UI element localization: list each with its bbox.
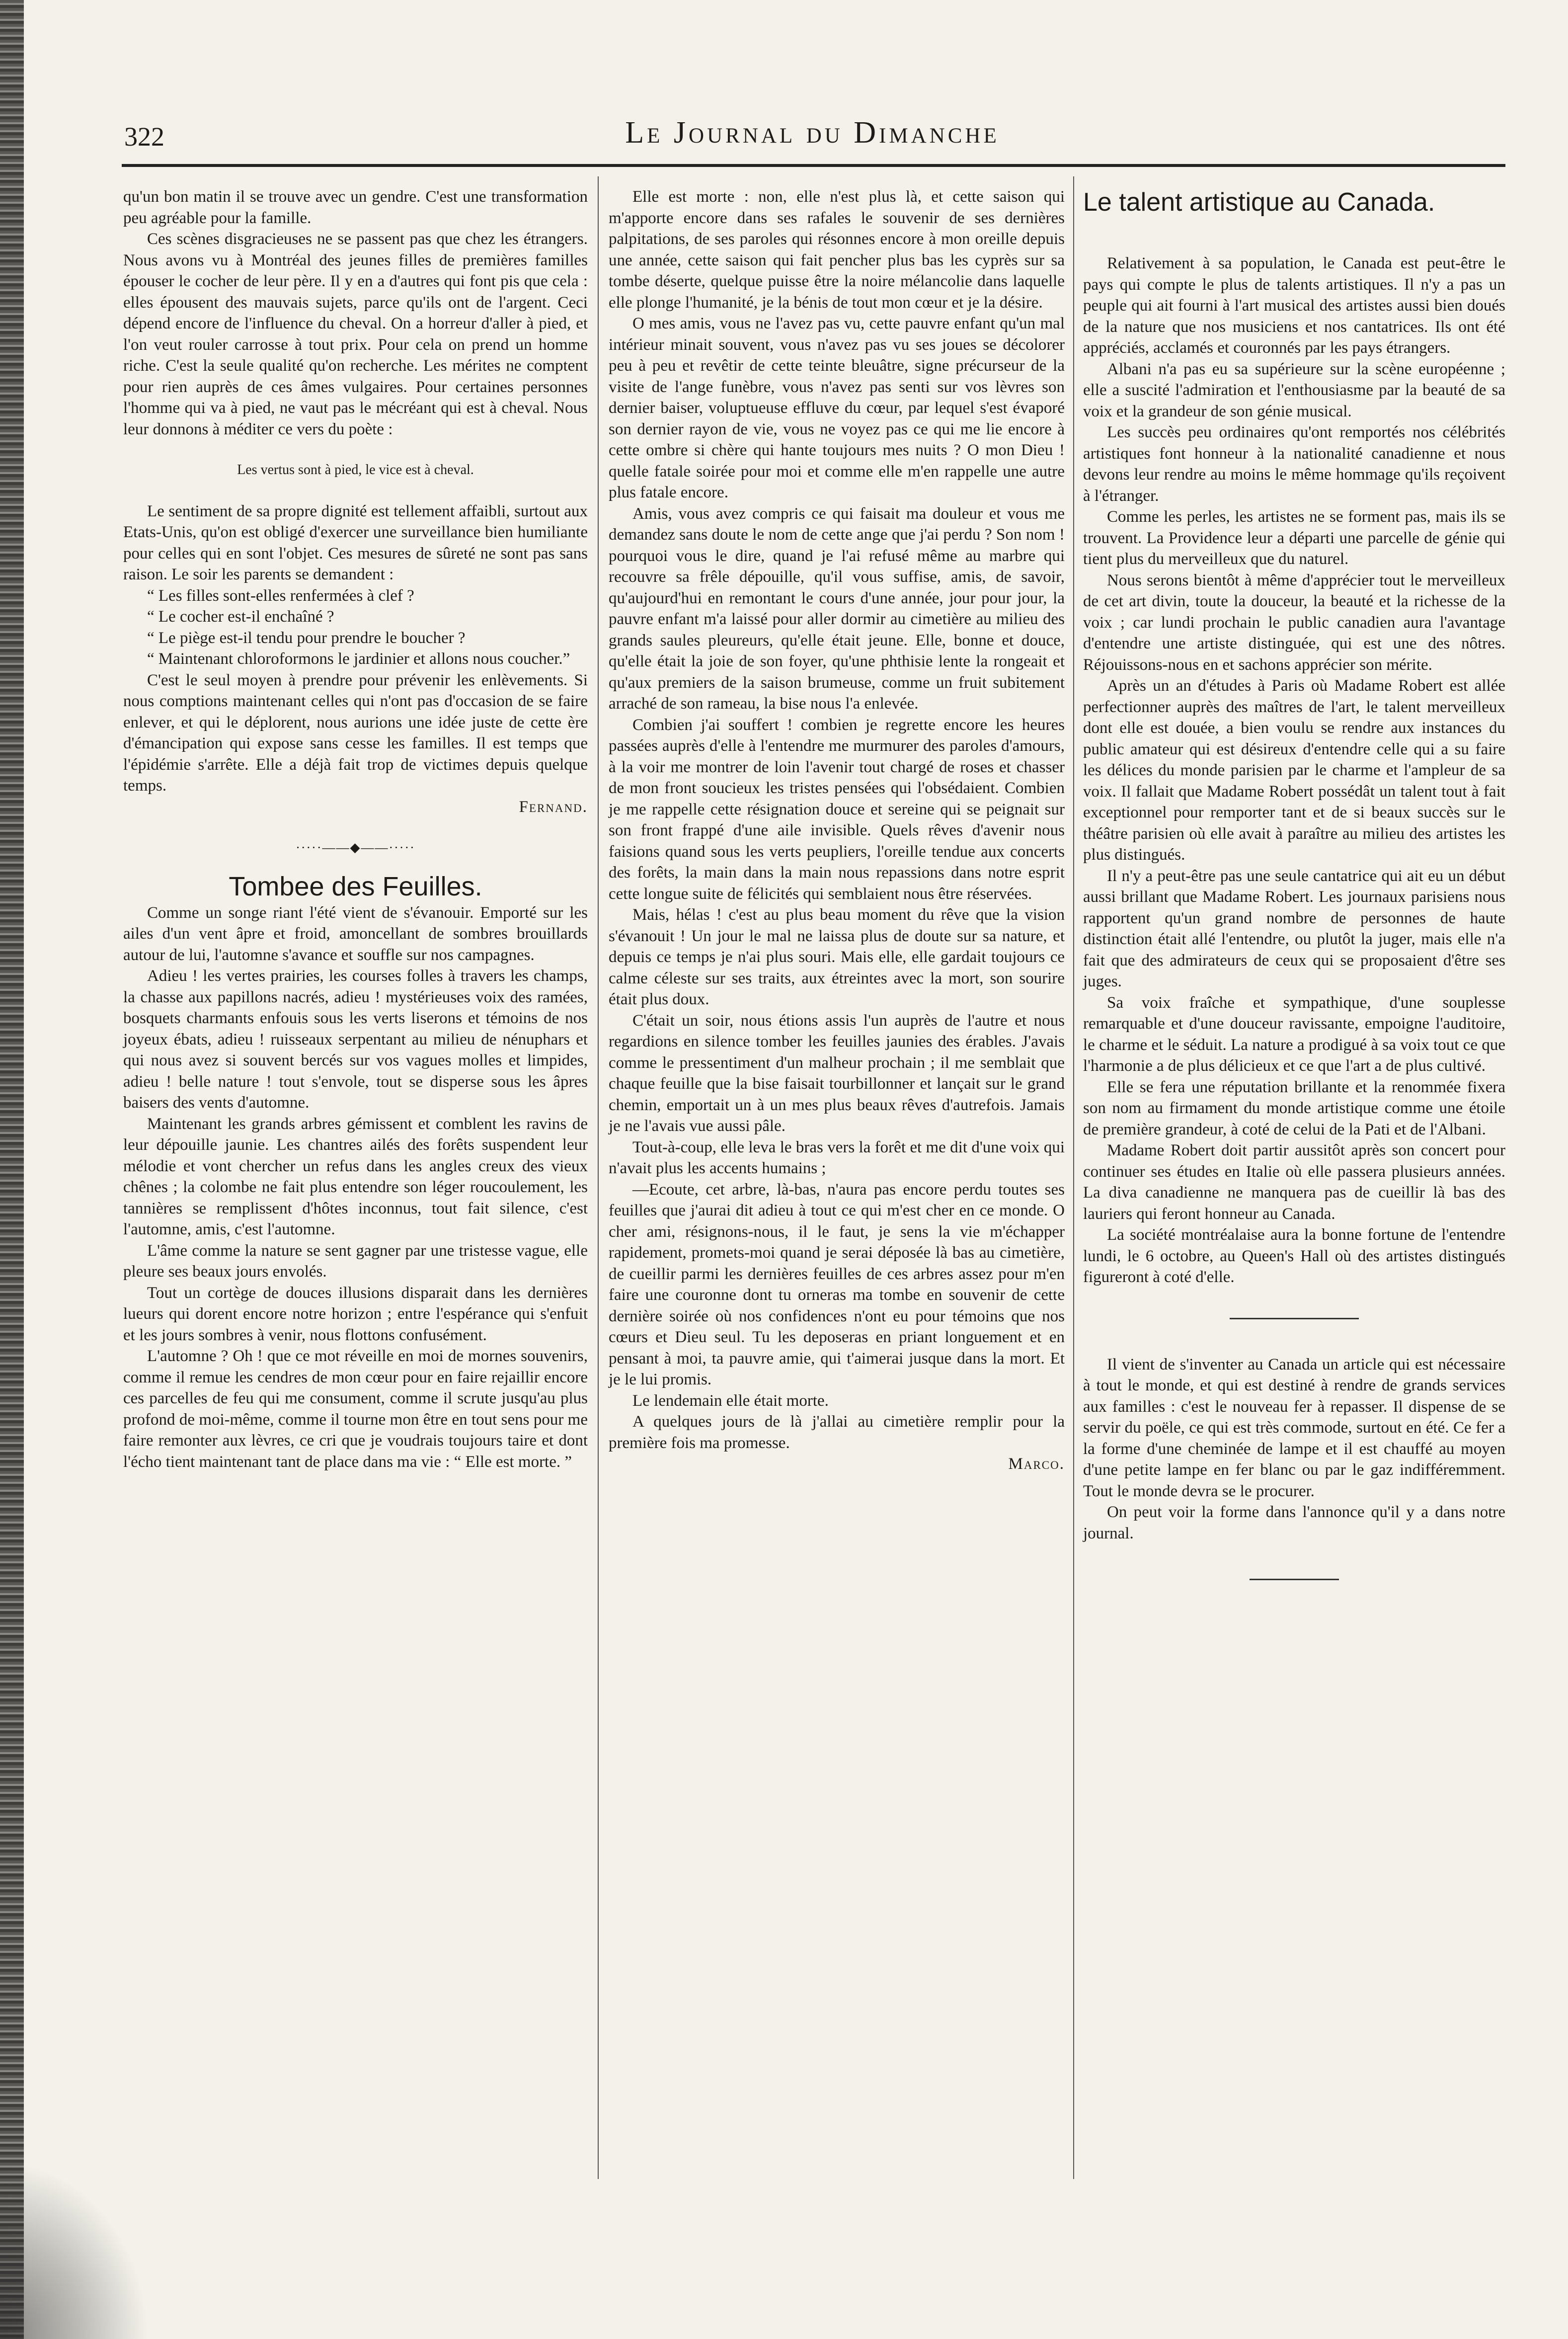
- column-left: [123, 186, 588, 1472]
- author-signature: Marco.: [1008, 1455, 1065, 1473]
- section-separator: [1250, 1579, 1339, 1580]
- paragraph: Elle se fera une réputation brillante et la renommée fixera son nom au firmament du monde artistique comme une étoile de première grandeur, à coté de celui de la Pati et de l'Albani.: [1083, 1078, 1505, 1138]
- paragraph: Relativement à sa population, le Canada est peut-être le pays qui compte le plus de talents artistiques. Il n'y a pas un peuple qui ait fourni à l'art musical des artistes aussi bien doués de la nature que nos musiciens et nos cantatrices. Ils ont été appréciés, acclamés et couronnés par les pays étrangers.: [1083, 254, 1505, 357]
- paragraph: C'était un soir, nous étions assis l'un auprès de l'autre et nous regardions en silence tomber les feuilles jaunies des érables. J'avais comme le pressentiment d'un malheur prochain ; il me semblait que chaque feuille que la bise faisait tourbillonner et lançait sur le grand chemin, emportait un à un mes plus beaux rêves d'autrefois. Jamais je ne l'avais vue aussi pâle.: [609, 1011, 1065, 1135]
- quote-line: “ Le piège est-il tendu pour prendre le boucher ?: [147, 629, 466, 647]
- paragraph: Madame Robert doit partir aussitôt après son concert pour continuer ses études en Italie où elle passera plusieurs années. La diva canadienne ne manquera pas de cueillir là bas des lauriers qui feront honneur au Canada.: [1083, 1141, 1505, 1223]
- page-header: [124, 115, 1500, 160]
- paragraph: C'est le seul moyen à prendre pour prévenir les enlèvements. Si nous comptions maintenant celles qui n'ont pas d'occasion de se faire enlever, et qui le déplorent, nous aurions une idée juste de cette ère d'émancipation qui expose sans cesse les familles. Il est temps que l'épidémie s'arrête. Elle a déjà fait trop de victimes depuis quelque temps.: [123, 671, 588, 795]
- page-number: 322: [124, 122, 164, 152]
- paragraph: O mes amis, vous ne l'avez pas vu, cette pauvre enfant qu'un mal intérieur minait souvent, vous n'avez pas vu ses joues se décolorer peu à peu et revêtir de cette teinte bleuâtre, signe précurseur de la visite de l'ange funèbre, vous n'avez pas senti sur vos lèvres son dernier baiser, voluptueuse effluve du cœur, par lequel s'est évaporé son dernier rayon de vie, vous ne voyez pas ce qui me lie encore à cette ombre si chère qui hante toujours mes nuits ? O mon Dieu ! quelle fatale soirée pour moi et comme elle m'en rappelle une autre plus fatale encore.: [609, 315, 1065, 501]
- section-separator: [1230, 1318, 1359, 1319]
- paragraph: Nous serons bientôt à même d'apprécier tout le merveilleux de cet art divin, toute la douceur, la beauté et la richesse de la voix ; car lundi prochain le public canadien aura l'avantage d'entendre une artiste distinguée, qui est une des nôtres. Réjouissons-nous en et sachons apprécier son mérite.: [1083, 571, 1505, 674]
- ornament-divider: ·····——◆——·····: [296, 840, 415, 855]
- paragraph: Tout-à-coup, elle leva le bras vers la forêt et me dit d'une voix qui n'avait plus les accents humains ;: [609, 1138, 1065, 1177]
- quote-line: “ Maintenant chloroformons le jardinier et allons nous coucher.”: [147, 650, 570, 668]
- column-right: [1083, 186, 1505, 1615]
- paragraph: L'automne ? Oh ! que ce mot réveille en moi de mornes souvenirs, comme il remue les cendres de mon cœur pour en faire rejaillir encore ces parcelles de feu qui me consument, comme il scrute jusqu'au plus profond de moi-même, comme il tourne mon être en tout sens pour me faire remonter aux lèvres, ce cri que je voudrais toujours taire et dont l'écho tient maintenant tant de place dans ma vie : “ Elle est morte. ”: [123, 1347, 588, 1471]
- column-divider: [1073, 176, 1074, 2179]
- journal-title: Le Journal du Dimanche: [625, 116, 1000, 150]
- paragraph: Ces scènes disgracieuses ne se passent pas que chez les étrangers. Nous avons vu à Montréal des jeunes filles de premières familles épouser le cocher de leur père. Il y en a d'autres qui font pis que cela : elles épousent des mauvais sujets, parce qu'ils ont de l'argent. Ceci dépend encore de l'influence du cheval. On a horreur d'aller à pied, et l'on veut rouler carrosse à tout prix. Pour cela on prend un homme riche. C'est la seule qualité qu'on recherche. Les mérites ne comptent pour rien auprès de ces âmes vulgaires. Pour certaines personnes l'homme qui va à pied, ne vaut pas le mécréant qui est à cheval. Nous leur donnons à méditer ce vers du poète :: [123, 230, 588, 438]
- paragraph: —Ecoute, cet arbre, là-bas, n'aura pas encore perdu toutes ses feuilles que j'aurai dit adieu à tout ce qui m'est cher en ce monde. O cher ami, résignons-nous, il le faut, je sens la vie m'échapper rapidement, promets-moi quand je serai déposée là bas au cimetière, de cueillir parmi les dernières feuilles de ces arbres assez pour m'en faire une couronne dont tu orneras ma tombe en souvenir de cette dernière soirée où nos confidences n'ont eu pour témoins que nos cœurs et Dieu seul. Tu les deposeras en priant longuement et en pensant à moi, ta pauvre amie, qui t'aimerai jusque dans la mort. Et je le lui promis.: [609, 1180, 1065, 1388]
- paragraph: Elle est morte : non, elle n'est plus là, et cette saison qui m'apporte encore dans ses rafales le souvenir de ses dernières palpitations, de ses paroles qui résonnes encore à mon oreille depuis une année, cette saison qui fait pencher plus bas les cyprès sur sa tombe déserte, quelque puisse être la noire mélancolie dans laquelle elle plonge l'humanité, je la bénis de tout mon cœur et je la désire.: [609, 188, 1065, 312]
- paragraph: Combien j'ai souffert ! combien je regrette encore les heures passées auprès d'elle à l'entendre me murmurer des paroles d'amours, à la voir me montrer de loin l'avenir tout chargé de roses et chasser de mon front soucieux les tristes pensées qui l'obsédaient. Combien je me rappelle cette résignation douce et sereine qui se peignait sur son front frappé d'une aile invisible. Quels rêves d'avenir nous faisions quand sous les verts peupliers, l'oreille tendue aux concerts des forêts, la main dans la main nous repassions dans notre esprit cette longue suite de félicités qui semblaient nous être réservées.: [609, 716, 1065, 903]
- paragraph: On peut voir la forme dans l'annonce qu'il y a dans notre journal.: [1083, 1503, 1505, 1542]
- paragraph: Comme un songe riant l'été vient de s'évanouir. Emporté sur les ailes d'un vent âpre et froid, amoncellant de sombres brouillards autour de lui, l'automne s'avance et souffle sur nos campagnes.: [123, 903, 588, 964]
- paragraph: Il vient de s'inventer au Canada un article qui est nécessaire à tout le monde, et qui est destiné à rendre de grands services aux familles : c'est le nouveau fer à repasser. Il dispense de se servir du poële, ce qui est très commode, surtout en été. Ce fer a la forme d'une cheminée de lampe et il est chauffé au moyen d'une petite lampe en fer blanc ou par le gaz indifféremment. Tout le monde devra se le procurer.: [1083, 1355, 1505, 1500]
- paragraph: A quelques jours de là j'allai au cimetière remplir pour la première fois ma promesse.: [609, 1413, 1065, 1452]
- quote-line: “ Le cocher est-il enchaîné ?: [147, 608, 334, 626]
- paragraph: Amis, vous avez compris ce qui faisait ma douleur et vous me demandez sans doute le nom de cette ange que j'ai perdu ? Son nom ! pourquoi vous le dire, quand je l'ai refusé même au marbre qui recouvre sa frêle dépouille, qu'il vous suffise, amis, de savoir, qu'aujourd'hui en remontant le cours d'une année, jour pour jour, la pauvre enfant m'a laissé pour aller dormir au cimetière au milieu des grands saules pleureurs, qu'elle était jeune. Elle, bonne et douce, qu'elle était la joie de son foyer, qu'une phthisie lente la rongeait et qu'aux premiers de la saison brumeuse, comme un fruit subitement arraché de son rameau, la bise nous l'a enlevée.: [609, 504, 1065, 713]
- paragraph: Sa voix fraîche et sympathique, d'une souplesse remarquable et d'une douceur ravissante, empoigne l'auditoire, le charme et le séduit. La nature a prodigué à sa voix tout ce que l'harmonie a de plus délicieux et ce que l'art a de plus cultivé.: [1083, 993, 1505, 1075]
- header-rule: [122, 164, 1505, 167]
- column-divider: [598, 176, 599, 2179]
- paragraph: Adieu ! les vertes prairies, les courses folles à travers les champs, la chasse aux papillons nacrés, adieu ! mystérieuses voix des ramées, bosquets charmants enfouis sous les verts liserons et témoins de nos joyeux ébats, adieu ! ruisseaux serpentant au milieu de nénuphars et qui nous avez si souvent bercés sur vos vagues molles et limpides, adieu ! belle nature ! tout s'envole, tout se disperse sous les âpres baisers des vents d'automne.: [123, 967, 588, 1112]
- paragraph: Après un an d'études à Paris où Madame Robert est allée perfectionner auprès des maîtres de l'art, le talent merveilleux dont elle est douée, a bien voulu se rendre aux instances du public amateur qui est désireux d'entendre celle qui a su faire les délices du monde parisien par le charme et l'ampleur de sa voix. Il fallait que Madame Robert possédât un talent tout à fait exceptionnel pour remporter tant et de si beaux succès sur le théâtre parisien où elle avait à paraître au milieu des artistes les plus distingués.: [1083, 677, 1505, 864]
- paragraph: Le sentiment de sa propre dignité est tellement affaibli, surtout aux Etats-Unis, qu'on est obligé d'exercer une surveillance bien humiliante pour celles qui en sont l'objet. Ces mesures de sûreté ne sont pas sans raison. Le soir les parents se demandent :: [123, 502, 588, 583]
- page-fold-shadow: [0, 2160, 149, 2339]
- scan-edge: [0, 0, 24, 2339]
- paragraph: Le lendemain elle était morte.: [632, 1391, 829, 1410]
- paragraph: La société montréalaise aura la bonne fortune de l'entendre lundi, le 6 octobre, au Queen's Hall où des artistes distingués figureront à coté d'elle.: [1083, 1226, 1505, 1286]
- paragraph: Mais, hélas ! c'est au plus beau moment du rêve que la vision s'évanouit ! Un jour le mal ne laissa plus de doute sur sa nature, et depuis ce temps je n'ai plus souri. Mais elle, elle gardait toujours ce calme céleste sur ses traits, aux étreintes avec la mort, son sourire était plus doux.: [609, 906, 1065, 1008]
- paragraph: Maintenant les grands arbres gémissent et comblent les ravins de leur dépouille jaunie. Les chantres ailés des forêts suspendent leur mélodie et vont chercher un refus dans les angles creux des vieux chênes ; la colombe ne fait plus entendre son léger roucoulement, les tannières se remplissent d'hôtes inconnus, tout fait silence, c'est l'automne, amis, c'est l'automne.: [123, 1115, 588, 1238]
- verse-quote: Les vertus sont à pied, le vice est à cheval.: [237, 462, 474, 478]
- paragraph: Tout un cortège de douces illusions disparait dans les dernières lueurs qui dorent encore notre horizon ; entre l'espérance qui s'enfuit et les jours sombres à venir, nous flottons confusément.: [123, 1284, 588, 1344]
- paragraph: qu'un bon matin il se trouve avec un gendre. C'est une transformation peu agréable pour la famille.: [123, 188, 588, 227]
- column-middle: [609, 186, 1065, 1475]
- quote-line: “ Les filles sont-elles renfermées à clef ?: [147, 586, 414, 605]
- paragraph: Les succès peu ordinaires qu'ont remportés nos célébrités artistiques font honneur à la nationalité canadienne et nous devons leur rendre au moins le même hommage qu'ils reçoivent à l'étranger.: [1083, 423, 1505, 505]
- author-signature: Fernand.: [519, 798, 588, 816]
- paragraph: Albani n'a pas eu sa supérieure sur la scène européenne ; elle a suscité l'admiration et l'enthousiasme par la beauté de sa voix et la grandeur de son génie musical.: [1083, 360, 1505, 420]
- article-title: Tombee des Feuilles.: [229, 871, 482, 901]
- paragraph: Il n'y a peut-être pas une seule cantatrice qui ait eu un début aussi brillant que Madame Robert. Les journaux parisiens nous rapportent qu'un grand nombre de personnes de haute distinction était allé l'entendre, ou plutôt la juger, mais elle n'a fait que des admirateurs de ceux qui se proposaient d'être ses juges.: [1083, 867, 1505, 990]
- paragraph: L'âme comme la nature se sent gagner par une tristesse vague, elle pleure ses beaux jours envolés.: [123, 1241, 588, 1281]
- article-title: Le talent artistique au Canada.: [1083, 188, 1435, 217]
- paragraph: Comme les perles, les artistes ne se forment pas, mais ils se trouvent. La Providence leur a départi une parcelle de génie qui tient plus du merveilleux que du naturel.: [1083, 508, 1505, 568]
